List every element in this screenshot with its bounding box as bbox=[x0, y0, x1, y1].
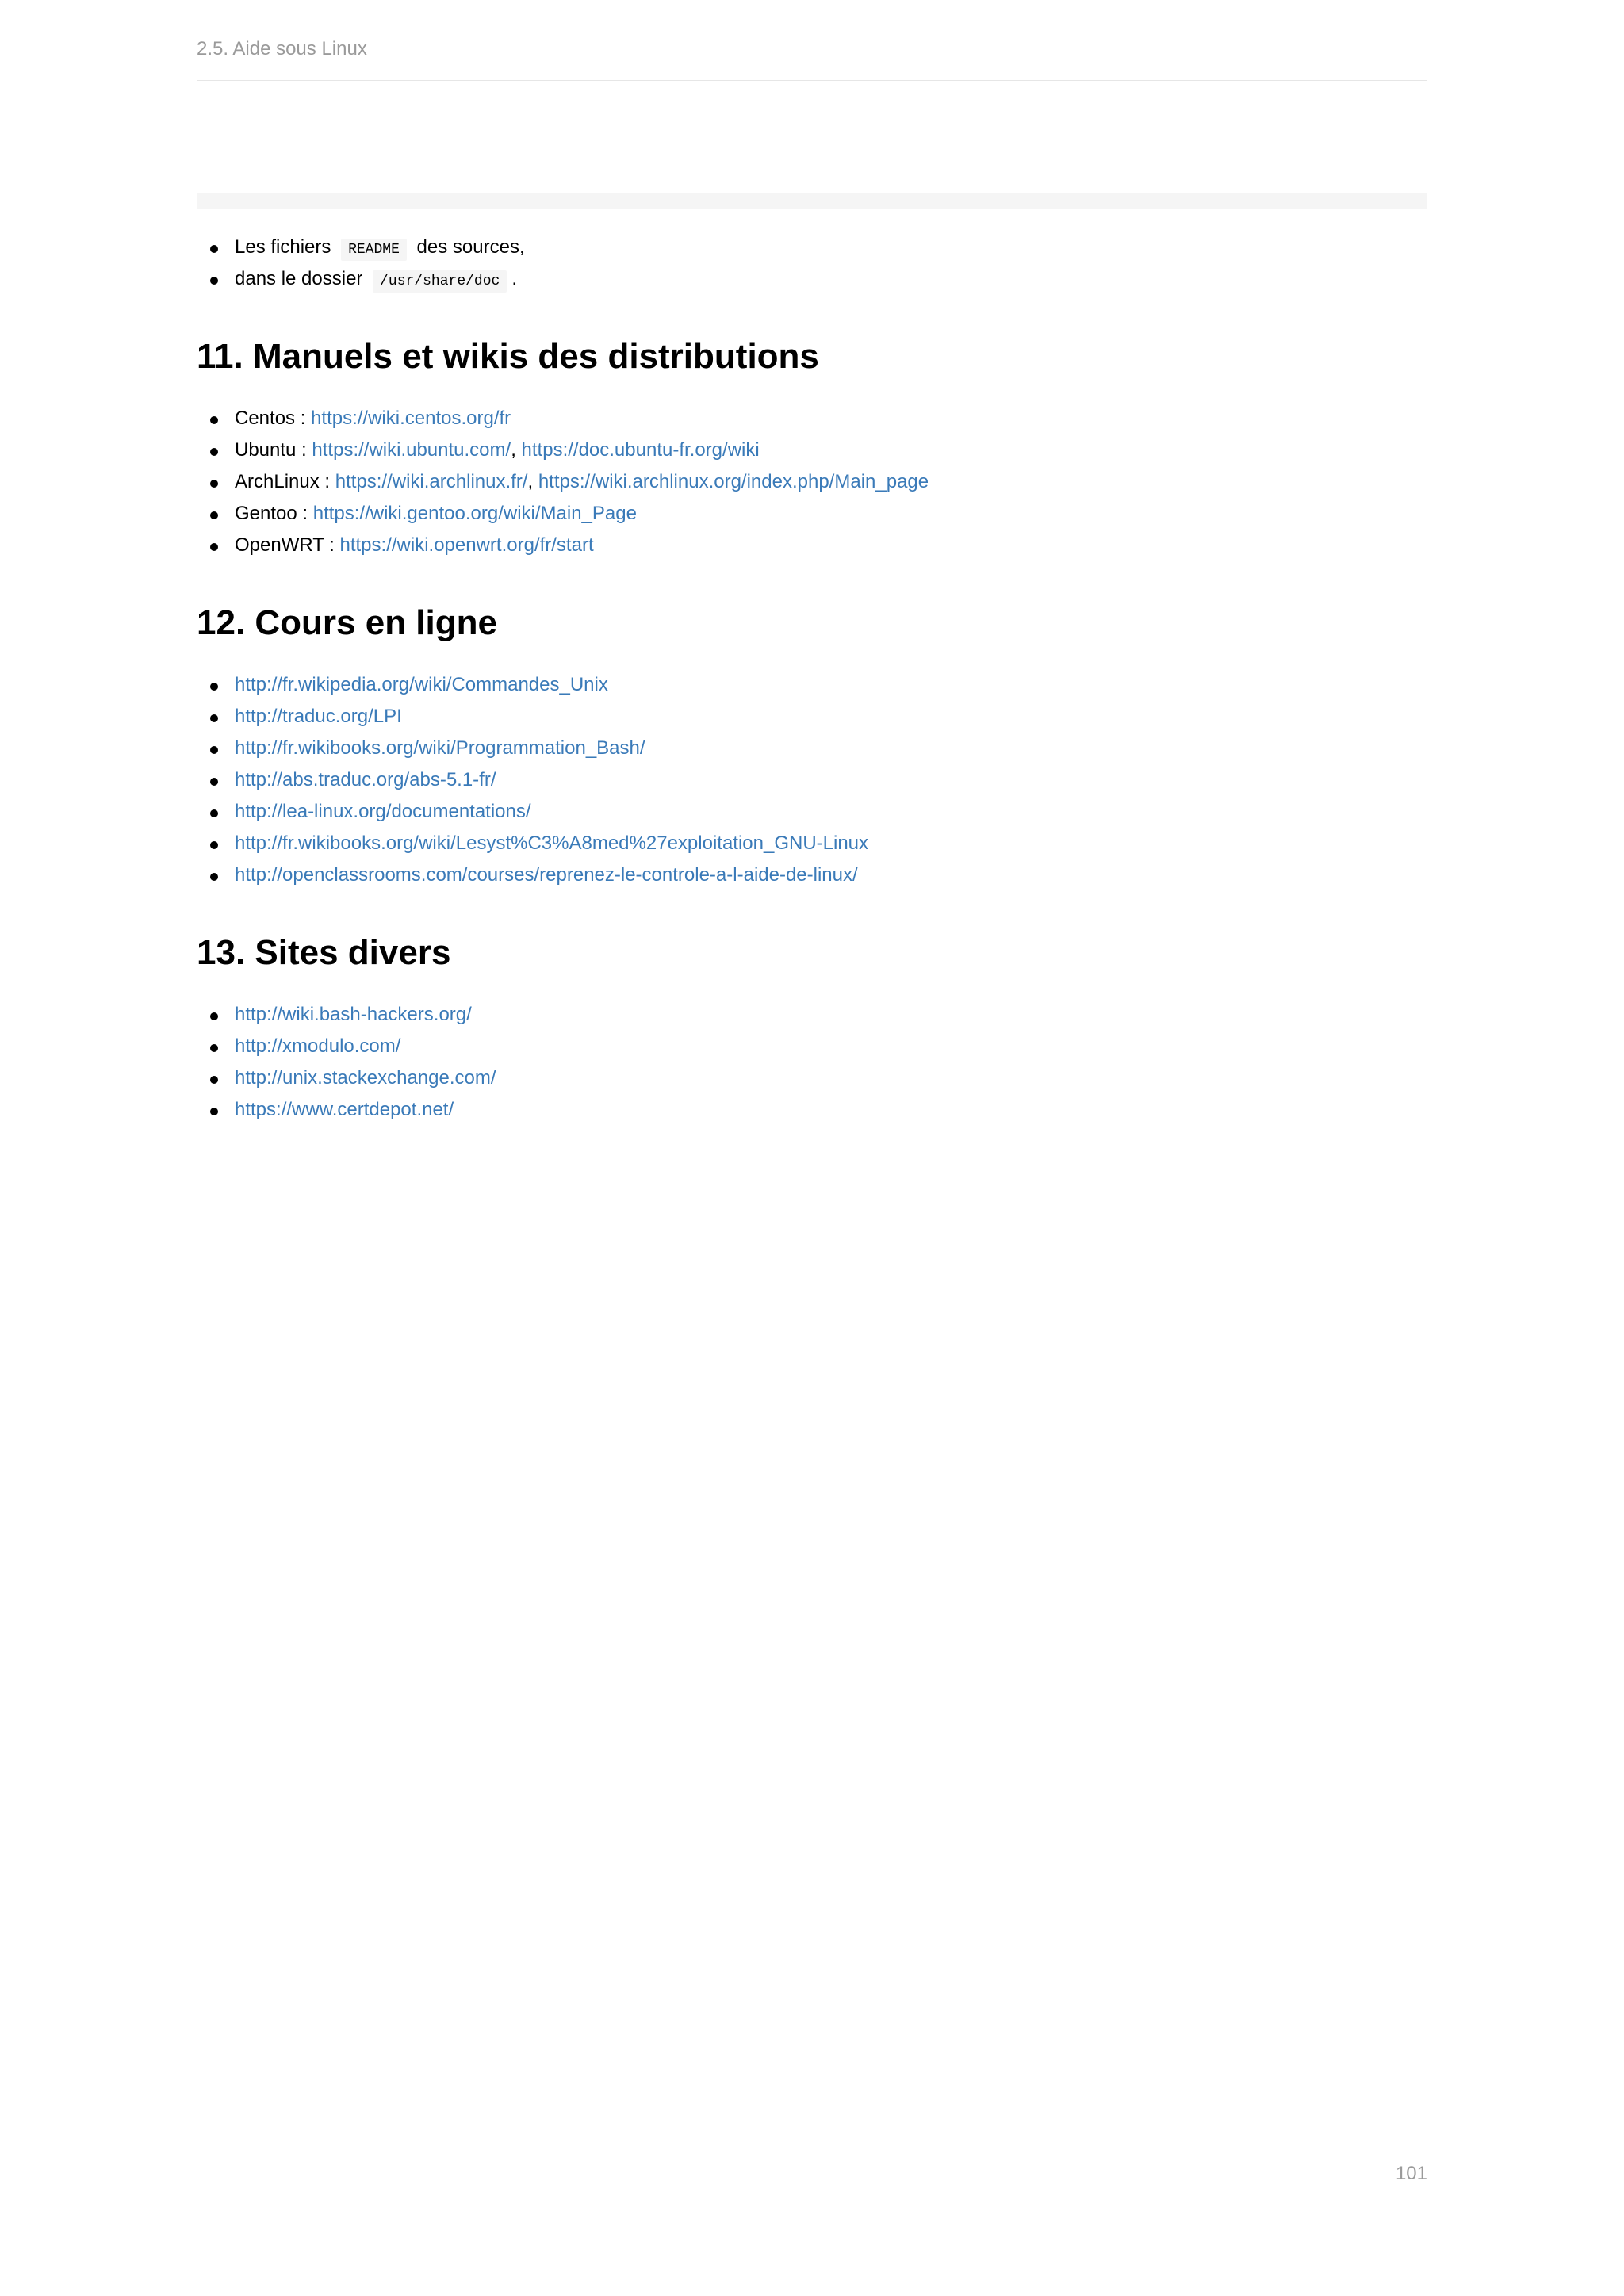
distro-wiki-list bbox=[197, 403, 1427, 561]
course-link[interactable]: http://traduc.org/LPI bbox=[235, 706, 402, 727]
site-link[interactable]: https://www.certdepot.net/ bbox=[235, 1099, 454, 1120]
list-item-text: . bbox=[511, 268, 518, 289]
distro-label: Ubuntu : bbox=[235, 439, 312, 461]
list-item bbox=[235, 701, 1427, 733]
list-item bbox=[235, 530, 1427, 561]
list-item bbox=[235, 796, 1427, 828]
link-separator: , bbox=[511, 439, 522, 461]
inline-code: README bbox=[341, 239, 407, 261]
list-item bbox=[235, 434, 1427, 466]
online-courses-list bbox=[197, 669, 1427, 891]
section-heading: 12. Cours en ligne bbox=[197, 603, 497, 642]
section-heading: 13. Sites divers bbox=[197, 933, 451, 972]
distro-label: Gentoo : bbox=[235, 503, 313, 524]
course-link[interactable]: http://abs.traduc.org/abs-5.1-fr/ bbox=[235, 769, 496, 790]
distro-label: OpenWRT : bbox=[235, 534, 340, 556]
list-item bbox=[235, 498, 1427, 530]
wiki-link[interactable]: https://wiki.gentoo.org/wiki/Main_Page bbox=[312, 503, 637, 524]
list-item bbox=[235, 1094, 1427, 1126]
link-separator: , bbox=[527, 471, 538, 492]
site-link[interactable]: http://unix.stackexchange.com/ bbox=[235, 1067, 496, 1089]
wiki-link[interactable]: https://wiki.centos.org/fr bbox=[311, 408, 511, 429]
course-link[interactable]: http://openclassrooms.com/courses/reprenez-le-controle-a-l-aide-de-linux/ bbox=[235, 864, 858, 886]
misc-sites-list bbox=[197, 999, 1427, 1126]
course-link[interactable]: http://fr.wikipedia.org/wiki/Commandes_Unix bbox=[235, 674, 608, 695]
wiki-link[interactable]: https://wiki.openwrt.org/fr/start bbox=[339, 534, 594, 556]
inline-code: /usr/share/doc bbox=[373, 270, 507, 293]
wiki-link[interactable]: https://doc.ubuntu-fr.org/wiki bbox=[521, 439, 760, 461]
list-item bbox=[235, 232, 1427, 263]
list-item bbox=[235, 1031, 1427, 1062]
course-link[interactable]: http://fr.wikibooks.org/wiki/Programmation_Bash/ bbox=[235, 737, 645, 759]
running-header: 2.5. Aide sous Linux bbox=[197, 38, 367, 59]
page-number: 101 bbox=[1395, 2163, 1427, 2184]
header-divider bbox=[197, 80, 1427, 81]
course-link[interactable]: http://lea-linux.org/documentations/ bbox=[235, 801, 531, 822]
list-item bbox=[235, 999, 1427, 1031]
page-content bbox=[197, 232, 1427, 1126]
distro-label: Centos : bbox=[235, 408, 312, 429]
distro-label: ArchLinux : bbox=[235, 471, 335, 492]
section-heading: 11. Manuels et wikis des distributions bbox=[197, 337, 819, 376]
wiki-link[interactable]: https://wiki.archlinux.fr/ bbox=[335, 471, 528, 492]
list-item bbox=[235, 828, 1427, 859]
list-item bbox=[235, 466, 1427, 498]
list-item bbox=[235, 263, 1427, 295]
site-link[interactable]: http://xmodulo.com/ bbox=[235, 1035, 401, 1057]
course-link[interactable]: http://fr.wikibooks.org/wiki/Lesyst%C3%A8med%27exploitation_GNU-Linux bbox=[235, 832, 869, 854]
intro-list bbox=[197, 232, 1427, 295]
list-item-text: des sources, bbox=[416, 236, 525, 258]
list-item bbox=[235, 764, 1427, 796]
code-block-remnant bbox=[197, 193, 1427, 209]
list-item bbox=[235, 669, 1427, 701]
list-item-text: Les fichiers bbox=[235, 236, 331, 258]
list-item bbox=[235, 403, 1427, 434]
wiki-link[interactable]: https://wiki.archlinux.org/index.php/Main_page bbox=[538, 471, 929, 492]
list-item-text: dans le dossier bbox=[235, 268, 363, 289]
list-item bbox=[235, 859, 1427, 891]
site-link[interactable]: http://wiki.bash-hackers.org/ bbox=[235, 1004, 472, 1025]
list-item bbox=[235, 733, 1427, 764]
list-item bbox=[235, 1062, 1427, 1094]
wiki-link[interactable]: https://wiki.ubuntu.com/ bbox=[312, 439, 511, 461]
